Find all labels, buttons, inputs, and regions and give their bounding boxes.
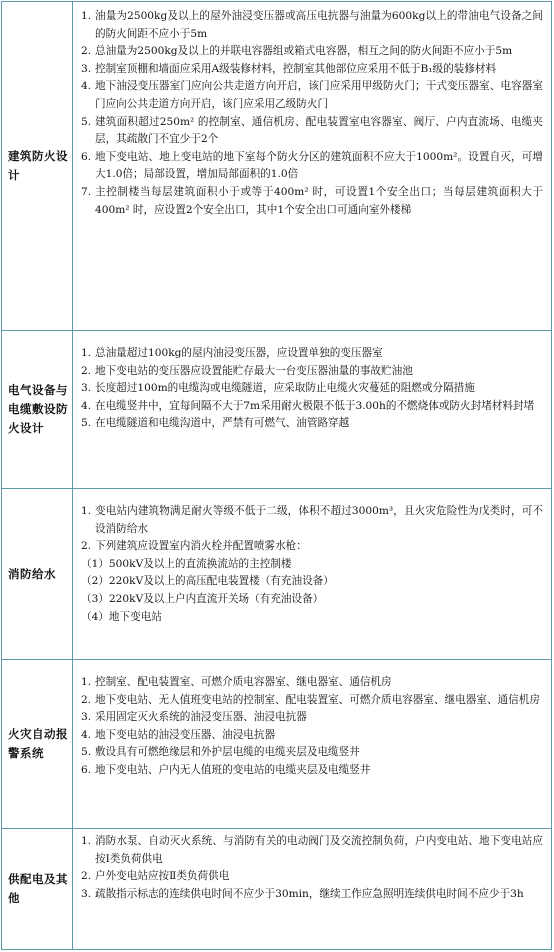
table-row xyxy=(2,331,551,489)
list-item: 3. 采用固定灭火系统的油浸变压器、油浸电抗器 xyxy=(81,711,307,724)
fire-protection-table xyxy=(1,1,552,950)
list-item: 3. 控制室顶棚和墙面应采用A级装修材料，控制室其他部位应采用不低于B₁级的装修材料 xyxy=(81,62,497,75)
row-label: 火灾自动报警系统 xyxy=(2,660,73,828)
list-item: 2. 下列建筑应设置室内消火栓并配置喷雾水枪： xyxy=(81,540,307,553)
table-row xyxy=(2,2,551,331)
table-row xyxy=(2,489,551,660)
row-label: 建筑防火设计 xyxy=(2,2,73,330)
list-item: 5. 建筑面积超过250m² 的控制室、通信机房、配电装置室电容器室、阀厅、户内直流场、电缆夹层，其疏散门不宜少于2个 xyxy=(81,115,543,146)
list-item: 2. 地下变电站的变压器应设置能贮存最大一台变压器油量的事故贮油池 xyxy=(81,364,413,377)
list-item: 2. 总油量为2500kg及以上的并联电容器组或箱式电容器，相互之间的防火间距不应小于5m xyxy=(81,45,513,58)
list-item: 6. 地下变电站、地上变电站的地下室每个防火分区的建筑面积不应大于1000m²。设置自灭，可增大1.0倍；局部设置，增加局部面积的1.0倍 xyxy=(81,150,543,181)
list-item: 1. 控制室、配电装置室、可燃介质电容器室、继电器室、通信机房 xyxy=(81,676,392,688)
row-content xyxy=(73,331,551,488)
list-item: 4. 在电缆竖井中，宜每间隔不大于7m采用耐火极限不低于3.00h的不燃烧体或防火封堵材料封堵 xyxy=(81,399,535,412)
row-content xyxy=(73,489,551,659)
list-item: 1. 消防水泵、自动灭火系统、与消防有关的电动阀门及交流控制负荷，户内变电站、地下变电站应按Ⅰ类负荷供电 xyxy=(81,835,543,865)
list-item: 3. 疏散指示标志的连续供电时间不应少于30min，继续工作应急照明连续供电时间不应少于3h xyxy=(81,887,524,900)
row-content xyxy=(73,829,551,949)
list-item: 1. 油量为2500kg及以上的屋外油浸变压器或高压电抗器与油量为600kg以上的带油电气设备之间的防火间距不应小于5m xyxy=(81,10,543,40)
row-label: 供配电及其他 xyxy=(2,829,73,949)
table-row xyxy=(2,660,551,829)
list-item: 2. 地下变电站、无人值班变电站的控制室、配电装置室、可燃介质电容器室、继电器室、通信机房 xyxy=(81,693,540,706)
list-item: 6. 地下变电站、户内无人值班的变电站的电缆夹层及电缆竖井 xyxy=(81,763,371,776)
list-item: 7. 主控制楼当每层建筑面积小于或等于400m² 时，可设置1个安全出口；当每层建筑面积大于400m² 时，应设置2个安全出口，其中1个安全出口可通向室外楼梯 xyxy=(81,185,543,216)
list-item: 2. 户外变电站应按Ⅱ类负荷供电 xyxy=(81,870,230,883)
list-item: （3）220kV及以上户内直流开关场（有充油设备） xyxy=(81,592,324,605)
list-item: （2）220kV及以上的高压配电装置楼（有充油设备） xyxy=(81,575,334,588)
table-row xyxy=(2,829,551,949)
list-item: 5. 敷设具有可燃绝缘层和外护层电缆的电缆夹层及电缆竖井 xyxy=(81,746,360,759)
row-label: 电气设备与电缆敷设防火设计 xyxy=(2,331,73,488)
list-item: 4. 地下变电站的油浸变压器、油浸电抗器 xyxy=(81,728,276,741)
list-item: （1）500kV及以上的直流换流站的主控制楼 xyxy=(81,557,292,570)
list-item: 1. 总油量超过100kg的屋内油浸变压器，应设置单独的变压器室 xyxy=(81,347,383,359)
list-item: 5. 在电缆隧道和电缆沟道中，严禁有可燃气、油管路穿越 xyxy=(81,417,350,430)
list-item: 1. 变电站内建筑物满足耐火等级不低于二级，体积不超过3000m³，且火灾危险性为戊类时，可不设消防给水 xyxy=(81,505,543,535)
row-content xyxy=(73,2,551,330)
row-label: 消防给水 xyxy=(2,489,73,659)
row-content xyxy=(73,660,551,828)
list-item: 3. 长度超过100m的电缆沟或电缆隧道，应采取防止电缆火灾蔓延的阻燃或分隔措施 xyxy=(81,382,475,395)
list-item: 4. 地下油浸变压器室门应向公共走道方向开启，该门应采用甲级防火门；干式变压器室、电容器室门应向公共走道方向开启，该门应采用乙级防火门 xyxy=(81,80,543,110)
list-item: （4）地下变电站 xyxy=(81,610,162,623)
